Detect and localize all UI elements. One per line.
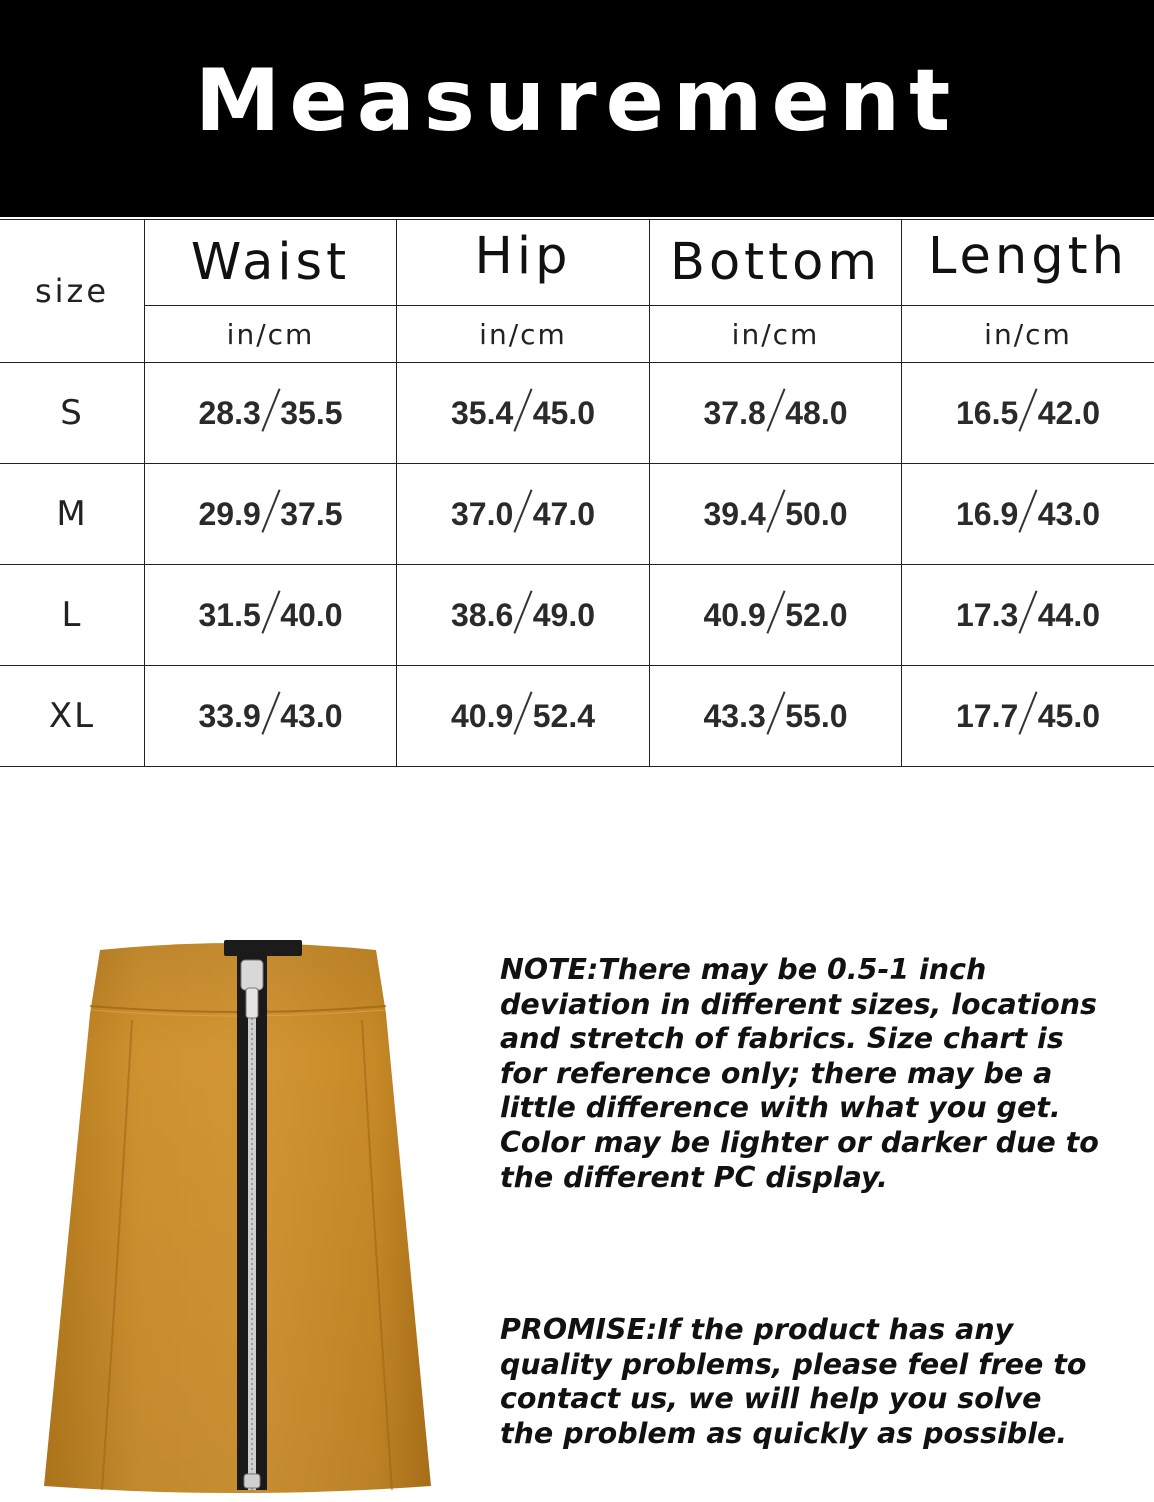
column-header-waist: Waist	[190, 232, 351, 292]
value-cm: 40.0	[280, 596, 343, 633]
skirt-product-image	[38, 938, 438, 1498]
size-label: S	[60, 393, 84, 433]
measurement-cell	[397, 565, 649, 665]
measurement-cell	[902, 464, 1154, 564]
slash-divider	[766, 388, 785, 431]
value-cm: 43.0	[1037, 495, 1101, 532]
value-in: 28.3	[198, 394, 261, 431]
measurement-cell	[397, 464, 649, 564]
column-header-length: Length	[928, 226, 1128, 286]
unit-label: in/cm	[731, 317, 820, 351]
measurement-cell	[650, 565, 901, 665]
value-cm: 42.0	[1037, 394, 1101, 431]
value-in: 39.4	[703, 495, 766, 532]
size-label: XL	[48, 696, 96, 736]
promise-text: PROMISE:If the product has any quality problems, please feel free to contact us, we will help you solve the problem as quickly as possible.	[500, 1313, 1087, 1450]
value-in: 29.9	[198, 495, 261, 532]
value-cm: 35.5	[280, 394, 343, 431]
measurement-cell	[902, 363, 1154, 463]
measurement-cell	[902, 666, 1154, 766]
slash-divider	[1019, 388, 1038, 431]
slash-divider	[261, 590, 280, 633]
measurement-cell	[145, 565, 396, 665]
slash-divider	[261, 489, 280, 532]
table-rule	[0, 766, 1154, 767]
slash-divider	[766, 489, 785, 532]
slash-divider	[1019, 489, 1038, 532]
measurement-cell	[650, 666, 901, 766]
value-cm: 43.0	[280, 697, 343, 734]
slash-divider	[1019, 590, 1038, 633]
measurement-cell	[397, 666, 649, 766]
measurement-cell	[145, 464, 396, 564]
slash-divider	[514, 691, 533, 734]
value-in: 43.3	[703, 697, 766, 734]
slash-divider	[514, 590, 533, 633]
slash-divider	[261, 691, 280, 734]
unit-label: in/cm	[479, 317, 567, 351]
measurement-cell	[902, 565, 1154, 665]
value-in: 38.6	[450, 596, 514, 633]
value-cm: 44.0	[1037, 596, 1101, 633]
value-in: 16.9	[955, 495, 1019, 532]
value-cm: 55.0	[785, 697, 848, 734]
value-cm: 52.4	[532, 697, 596, 734]
unit-label: in/cm	[226, 317, 315, 351]
unit-label: in/cm	[984, 317, 1072, 351]
value-in: 35.4	[450, 394, 514, 431]
value-cm: 45.0	[532, 394, 596, 431]
value-cm: 37.5	[280, 495, 343, 532]
note-text: NOTE:There may be 0.5-1 inch deviation in different sizes, locations and stretch of fabrics. Size chart is for reference only; there may be a little difference with what you get. Color may be lighter or darker due to the different PC display.	[500, 953, 1099, 1194]
value-cm: 50.0	[785, 495, 848, 532]
value-in: 17.7	[955, 697, 1019, 734]
value-in: 31.5	[198, 596, 261, 633]
measurement-cell	[145, 666, 396, 766]
size-column-header: size	[34, 271, 110, 310]
slash-divider	[766, 691, 785, 734]
value-in: 37.0	[450, 495, 514, 532]
column-header-hip: Hip	[474, 226, 572, 286]
size-label: M	[56, 494, 88, 534]
value-in: 17.3	[955, 596, 1019, 633]
skirt-illustration	[38, 938, 438, 1498]
value-cm: 49.0	[532, 596, 596, 633]
value-in: 37.8	[703, 394, 766, 431]
value-in: 40.9	[450, 697, 514, 734]
slash-divider	[514, 489, 533, 532]
size-label: L	[61, 595, 83, 635]
measurement-cell	[650, 363, 901, 463]
header-banner	[0, 0, 1154, 217]
measurement-cell	[397, 363, 649, 463]
value-cm: 52.0	[785, 596, 848, 633]
value-cm: 47.0	[532, 495, 596, 532]
column-header-bottom: Bottom	[669, 232, 882, 292]
value-in: 40.9	[703, 596, 766, 633]
slash-divider	[1019, 691, 1038, 734]
size-chart-table	[0, 217, 1154, 767]
measurement-cell	[145, 363, 396, 463]
value-cm: 48.0	[785, 394, 848, 431]
page-title: Measurement	[194, 50, 960, 151]
value-in: 16.5	[955, 394, 1019, 431]
slash-divider	[766, 590, 785, 633]
value-in: 33.9	[198, 697, 261, 734]
slash-divider	[514, 388, 533, 431]
measurement-cell	[650, 464, 901, 564]
value-cm: 45.0	[1037, 697, 1101, 734]
slash-divider	[261, 388, 280, 431]
